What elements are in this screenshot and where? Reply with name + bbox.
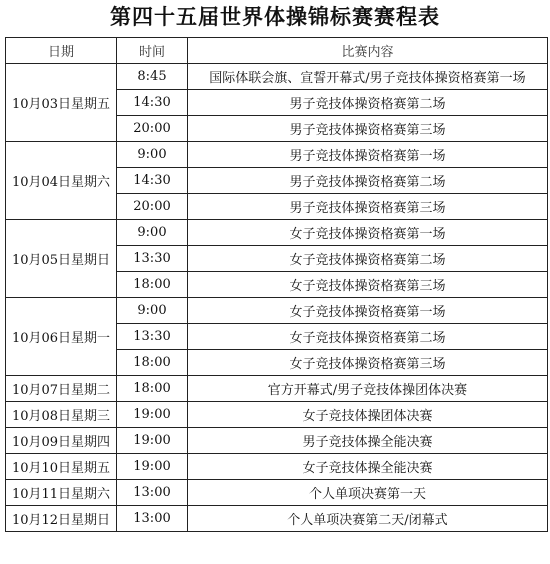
event-cell: 男子竞技体操资格赛第二场 bbox=[188, 168, 548, 194]
time-cell: 20:00 bbox=[117, 116, 188, 142]
date-cell: 10月07日星期二 bbox=[6, 376, 117, 402]
time-cell: 18:00 bbox=[117, 272, 188, 298]
event-cell: 女子竞技体操资格赛第一场 bbox=[188, 220, 548, 246]
table-row bbox=[6, 506, 548, 532]
event-cell: 男子竞技体操资格赛第一场 bbox=[188, 142, 548, 168]
event-cell: 男子竞技体操全能决赛 bbox=[188, 428, 548, 454]
header-row bbox=[6, 38, 548, 64]
date-cell: 10月10日星期五 bbox=[6, 454, 117, 480]
date-cell: 10月12日星期日 bbox=[6, 506, 117, 532]
time-cell: 13:00 bbox=[117, 506, 188, 532]
header-event: 比赛内容 bbox=[188, 38, 548, 64]
event-cell: 女子竞技体操资格赛第一场 bbox=[188, 298, 548, 324]
event-cell: 女子竞技体操全能决赛 bbox=[188, 454, 548, 480]
time-cell: 19:00 bbox=[117, 454, 188, 480]
time-cell: 9:00 bbox=[117, 220, 188, 246]
time-cell: 13:00 bbox=[117, 480, 188, 506]
time-cell: 18:00 bbox=[117, 376, 188, 402]
date-cell: 10月09日星期四 bbox=[6, 428, 117, 454]
date-cell: 10月04日星期六 bbox=[6, 142, 117, 220]
event-cell: 女子竞技体操资格赛第二场 bbox=[188, 246, 548, 272]
table-row bbox=[6, 480, 548, 506]
header-time: 时间 bbox=[117, 38, 188, 64]
time-cell: 14:30 bbox=[117, 90, 188, 116]
page-title: 第四十五届世界体操锦标赛赛程表 bbox=[110, 5, 440, 29]
event-cell: 女子竞技体操资格赛第二场 bbox=[188, 324, 548, 350]
event-cell: 女子竞技体操资格赛第三场 bbox=[188, 350, 548, 376]
date-cell: 10月03日星期五 bbox=[6, 64, 117, 142]
event-cell: 男子竞技体操资格赛第三场 bbox=[188, 116, 548, 142]
time-cell: 19:00 bbox=[117, 428, 188, 454]
time-cell: 20:00 bbox=[117, 194, 188, 220]
time-cell: 14:30 bbox=[117, 168, 188, 194]
date-cell: 10月06日星期一 bbox=[6, 298, 117, 376]
header-date: 日期 bbox=[6, 38, 117, 64]
table-row bbox=[6, 376, 548, 402]
time-cell: 9:00 bbox=[117, 298, 188, 324]
event-cell: 女子竞技体操团体决赛 bbox=[188, 402, 548, 428]
event-cell: 男子竞技体操资格赛第三场 bbox=[188, 194, 548, 220]
table-row bbox=[6, 402, 548, 428]
time-cell: 9:00 bbox=[117, 142, 188, 168]
date-cell: 10月05日星期日 bbox=[6, 220, 117, 298]
table-row bbox=[6, 454, 548, 480]
event-cell: 女子竞技体操资格赛第三场 bbox=[188, 272, 548, 298]
table-row bbox=[6, 298, 548, 324]
time-cell: 19:00 bbox=[117, 402, 188, 428]
table-row bbox=[6, 428, 548, 454]
date-cell: 10月11日星期六 bbox=[6, 480, 117, 506]
time-cell: 13:30 bbox=[117, 246, 188, 272]
table-row bbox=[6, 142, 548, 168]
event-cell: 男子竞技体操资格赛第二场 bbox=[188, 90, 548, 116]
time-cell: 13:30 bbox=[117, 324, 188, 350]
schedule-body bbox=[6, 64, 548, 532]
event-cell: 官方开幕式/男子竞技体操团体决赛 bbox=[188, 376, 548, 402]
table-row bbox=[6, 220, 548, 246]
event-cell: 个人单项决赛第二天/闭幕式 bbox=[188, 506, 548, 532]
time-cell: 8:45 bbox=[117, 64, 188, 90]
date-cell: 10月08日星期三 bbox=[6, 402, 117, 428]
event-cell: 国际体联会旗、宣誓开幕式/男子竞技体操资格赛第一场 bbox=[188, 64, 548, 90]
table-row bbox=[6, 64, 548, 90]
schedule-table bbox=[5, 37, 548, 532]
event-cell: 个人单项决赛第一天 bbox=[188, 480, 548, 506]
time-cell: 18:00 bbox=[117, 350, 188, 376]
